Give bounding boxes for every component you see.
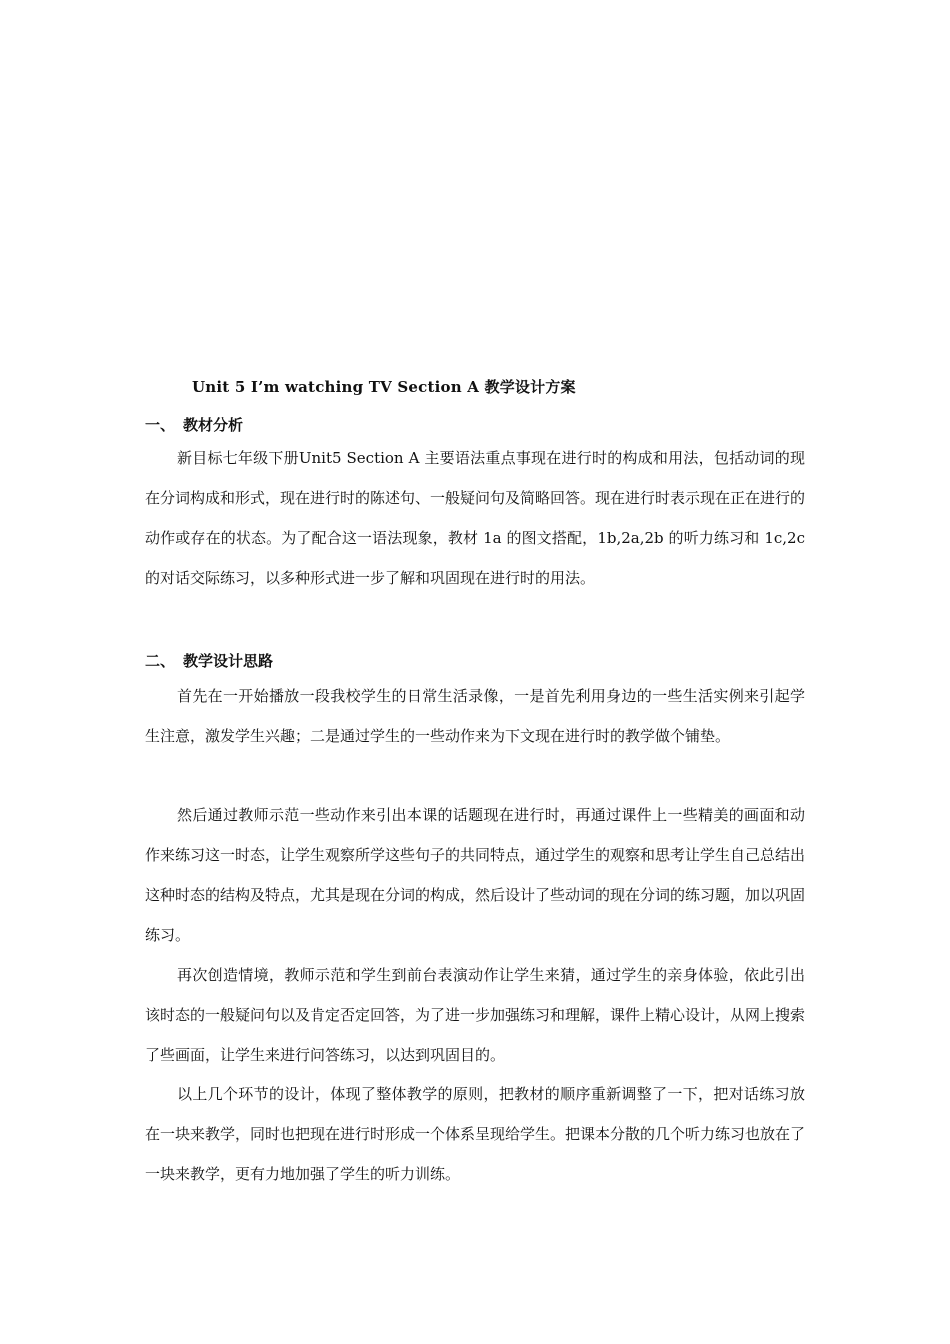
paragraph: 以上几个环节的设计，体现了整体教学的原则，把教材的顺序重新调整了一下，把对话练习放在一块来教学，同时也把现在进行时形成一个体系呈现给学生。把课本分散的几个听力练习也放在了一块来教学，更有力地加强了学生的听力训练。 (145, 1085, 806, 1183)
document-title (192, 376, 576, 397)
paragraph: 新目标七年级下册Unit5 Section A 主要语法重点事现在进行时的构成和用法，包括动词的现在分词构成和形式，现在进行时的陈述句、一般疑问句及简略回答。现在进行时表示现在正在进行的动作或存在的状态。为了配合这一语法现象，教材 1a 的图文搭配，1b,2a,2b 的听力练习和 1c,2c 的对话交际练习，以多种形式进一步了解和巩固现在进行时的用法。 (145, 449, 806, 587)
section-heading-1 (145, 414, 243, 435)
section-title: 教学设计思路 (183, 652, 274, 670)
section-number: 二、 (145, 652, 176, 670)
section-heading-2 (145, 650, 273, 671)
paragraph: 然后通过教师示范一些动作来引出本课的话题现在进行时，再通过课件上一些精美的画面和动作来练习这一时态，让学生观察所学这些句子的共同特点，通过学生的观察和思考让学生自己总结出这种时态的结构及特点，尤其是现在分词的构成，然后设计了些动词的现在分词的练习题，加以巩固练习。 (145, 806, 806, 944)
section-title: 教材分析 (183, 416, 244, 434)
document-title-text: Unit 5 I’m watching TV Section A 教学设计方案 (192, 378, 576, 396)
section-number: 一、 (145, 416, 176, 434)
paragraph: 再次创造情境，教师示范和学生到前台表演动作让学生来猜，通过学生的亲身体验，依此引出该时态的一般疑问句以及肯定否定回答，为了进一步加强练习和理解，课件上精心设计，从网上搜索了些画面，让学生来进行问答练习，以达到巩固目的。 (145, 966, 806, 1064)
paragraph: 首先在一开始播放一段我校学生的日常生活录像，一是首先利用身边的一些生活实例来引起学生注意，激发学生兴趣；二是通过学生的一些动作来为下文现在进行时的教学做个铺垫。 (145, 687, 805, 745)
